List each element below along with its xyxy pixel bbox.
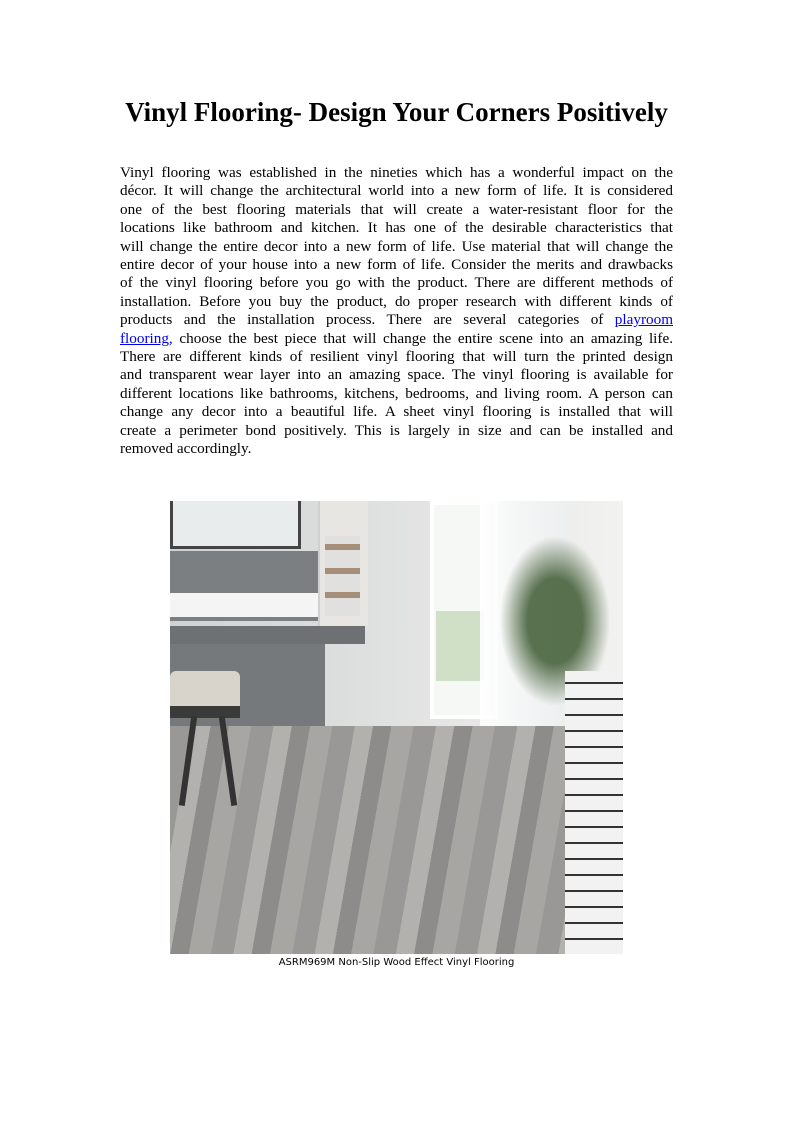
line-text: products and the installation process. There are several categories of [120,311,604,329]
paragraph-line: will change the entire decor into a new form of life. Use material that will change the [120,237,673,255]
paragraph-line: one of the best flooring materials that will create a water-resistant floor for the [120,200,673,218]
page-title: Vinyl Flooring- Design Your Corners Positively [125,97,668,127]
playroom-flooring-link[interactable]: playroom [614,311,674,329]
line-text: choose the best piece that will change the entire scene into an amazing life. [172,329,673,347]
vinyl-flooring-photo [170,501,623,954]
paragraph-line: and transparent wear layer into an amazing space. The vinyl flooring is available for [120,366,673,384]
body-paragraph [120,164,673,459]
paragraph-line: create a perimeter bond positively. This is largely in size and can be installed and [120,421,673,439]
paragraph-line: entire decor of your house into a new form of life. Consider the merits and drawbacks [120,256,673,274]
paragraph-line: There are different kinds of resilient vinyl flooring that will turn the printed design [120,348,673,366]
paragraph-line: of the vinyl flooring before you go with the product. There are different methods of [120,274,673,292]
paragraph-line [120,330,673,348]
paragraph-line: locations like bathroom and kitchen. It has one of the desirable characteristics that [120,219,673,237]
paragraph-line: change any decor into a beautiful life. A sheet vinyl flooring is installed that will [120,403,673,421]
paragraph-line: removed accordingly. [120,440,252,458]
image-caption: ASRM969M Non-Slip Wood Effect Vinyl Flooring [278,957,515,968]
paragraph-line: installation. Before you buy the product, do proper research with different kinds of [120,292,673,310]
playroom-flooring-link-continued[interactable]: flooring, [120,329,173,347]
paragraph-line: décor. It will change the architectural world into a new form of life. It is considered [120,182,673,200]
paragraph-line: Vinyl flooring was established in the nineties which has a wonderful impact on the [120,164,673,181]
paragraph-line [120,311,673,329]
paragraph-line: different locations like bathrooms, kitchens, bedrooms, and living room. A person can [120,384,673,402]
